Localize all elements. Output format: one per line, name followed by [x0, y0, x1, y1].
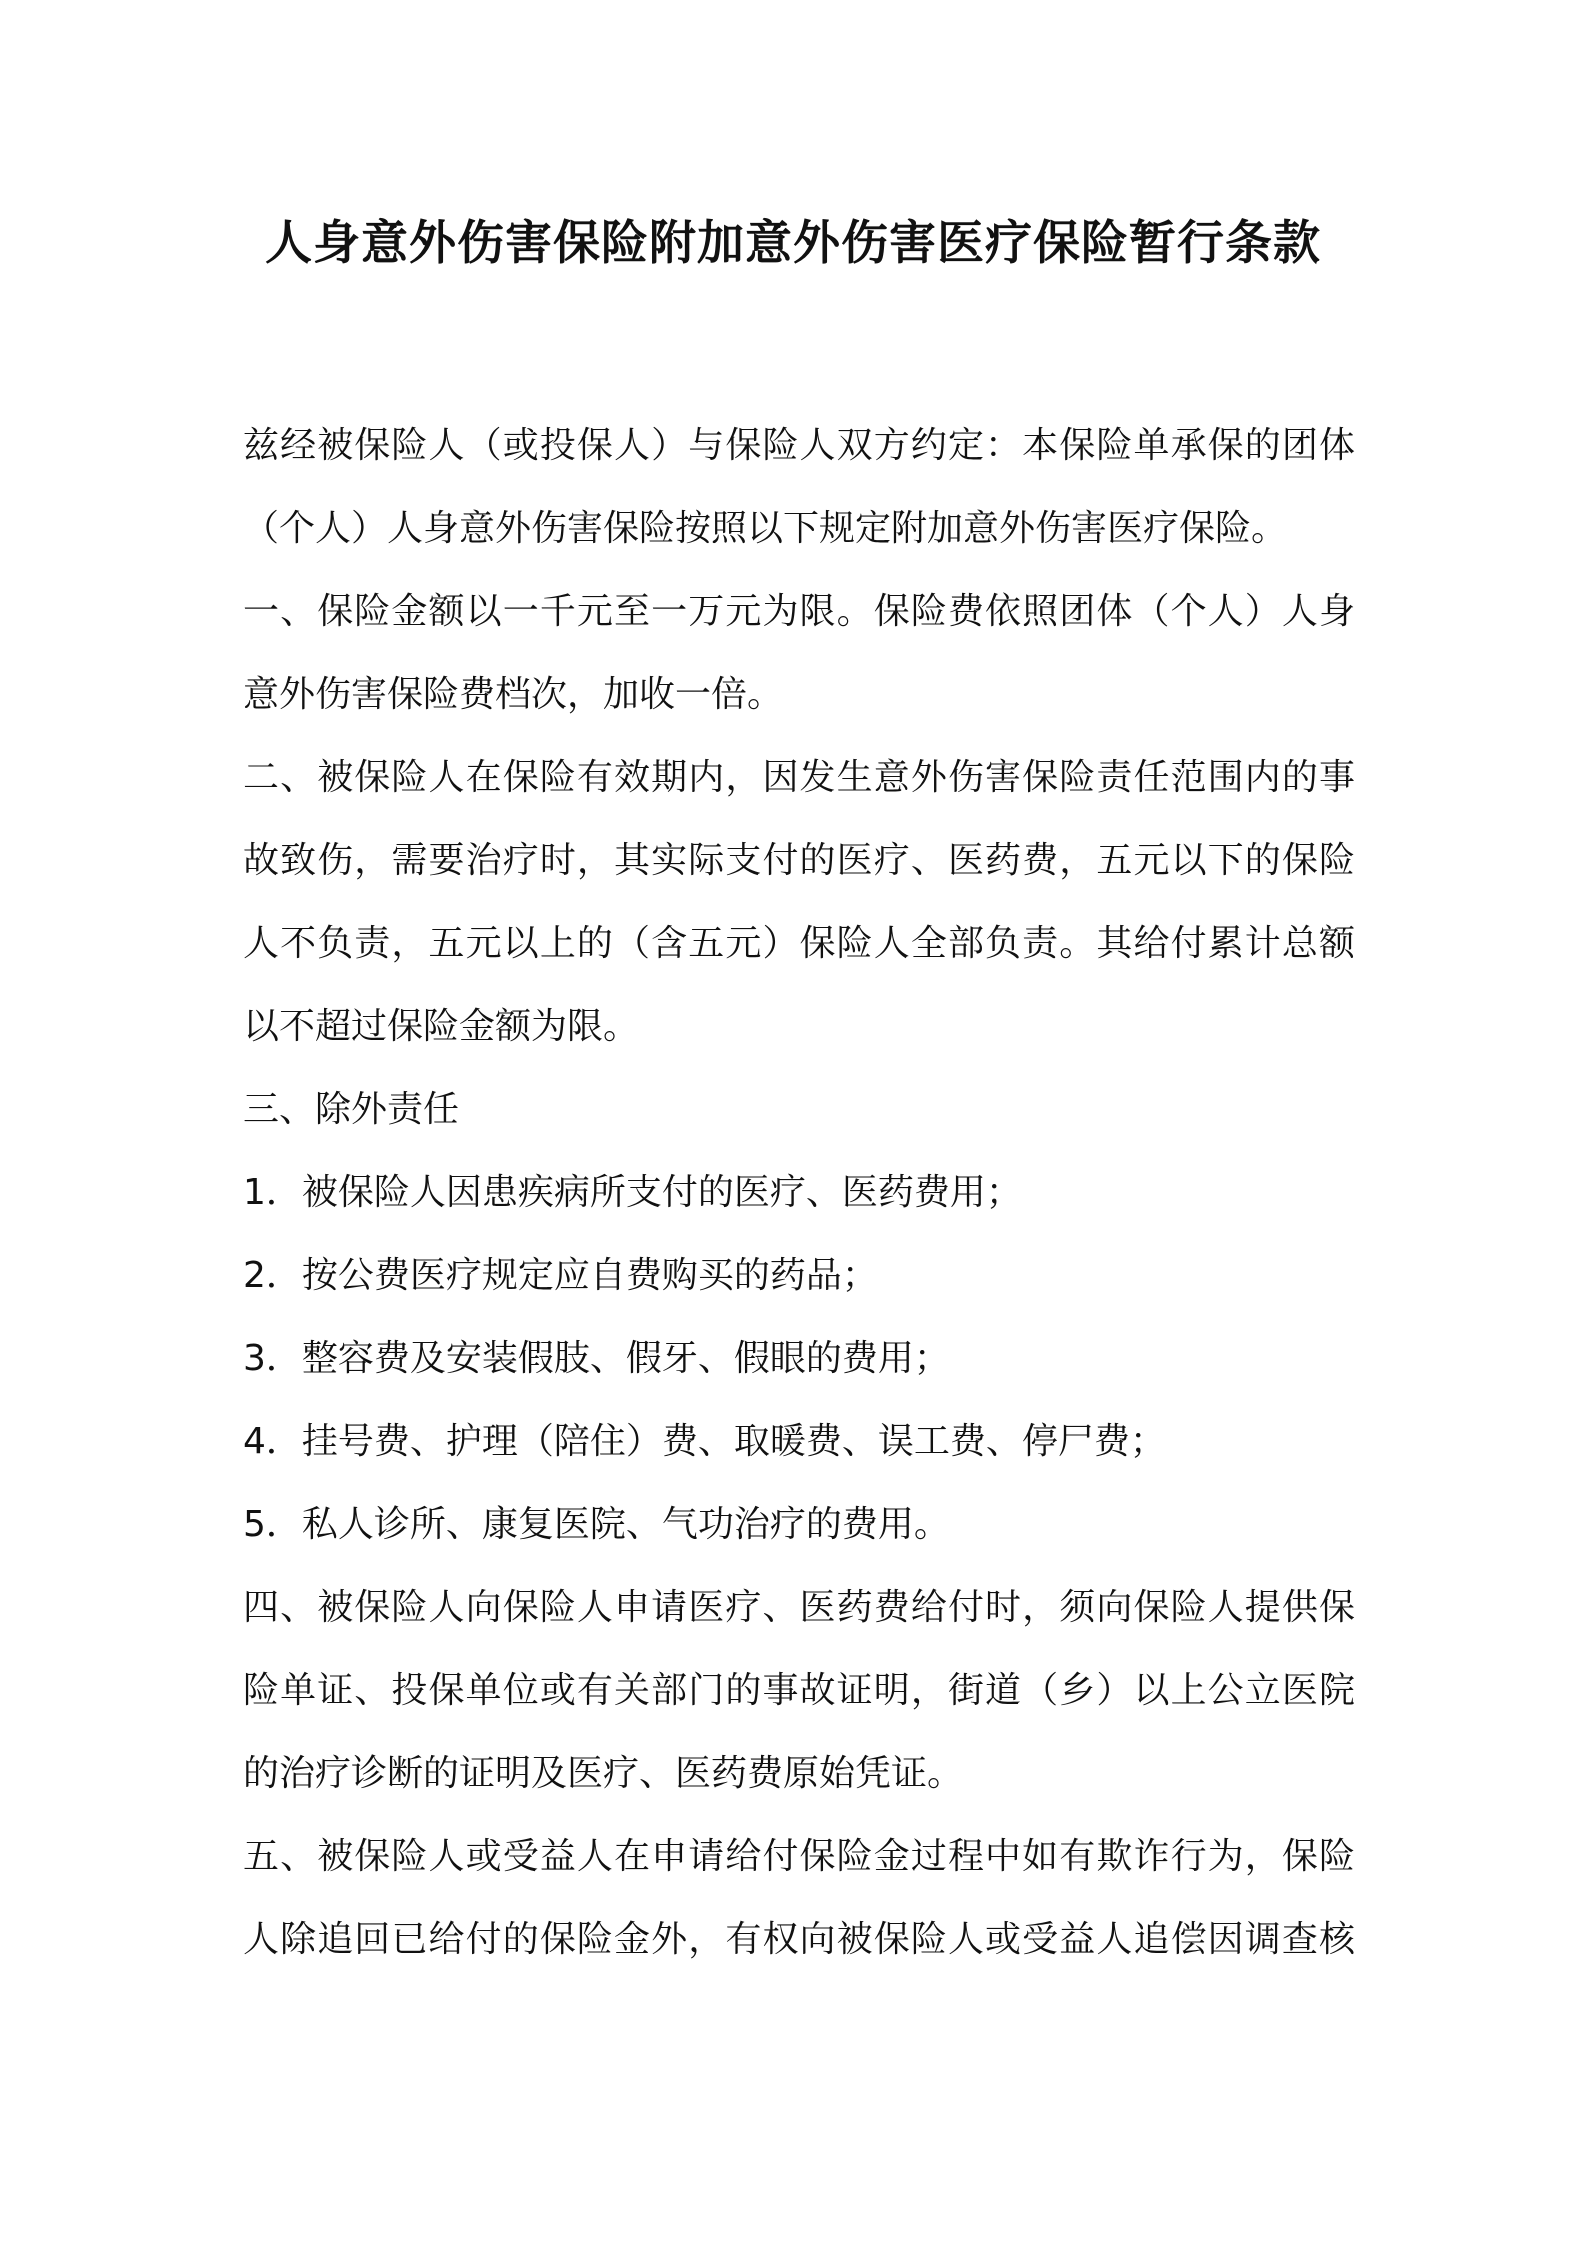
paragraph-line: 险单证、投保单位或有关部门的事故证明，街道（乡）以上公立医院 — [243, 1670, 1355, 1711]
paragraph-line: 兹经被保险人（或投保人）与保险人双方约定：本保险单承保的团体 — [243, 425, 1355, 466]
paragraph-line: 五、被保险人或受益人在申请给付保险金过程中如有欺诈行为，保险 — [243, 1836, 1355, 1877]
paragraph-line: 四、被保险人向保险人申请医疗、医药费给付时，须向保险人提供保 — [243, 1587, 1355, 1628]
paragraph-line: 的治疗诊断的证明及医疗、医药费原始凭证。 — [243, 1753, 964, 1794]
paragraph-line: 人除追回已给付的保险金外，有权向被保险人或受益人追偿因调查核 — [243, 1919, 1355, 1960]
paragraph-line: 1．被保险人因患疾病所支付的医疗、医药费用； — [243, 1172, 1022, 1213]
paragraph-line: 3．整容费及安装假肢、假牙、假眼的费用； — [243, 1338, 950, 1379]
document-body — [243, 404, 1355, 1981]
paragraph-line: 2．按公费医疗规定应自费购买的药品； — [243, 1255, 878, 1296]
paragraph-line: 故致伤，需要治疗时，其实际支付的医疗、医药费，五元以下的保险 — [243, 840, 1355, 881]
paragraph-line: 以不超过保险金额为限。 — [243, 1006, 640, 1047]
paragraph-line: 二、被保险人在保险有效期内，因发生意外伤害保险责任范围内的事 — [243, 757, 1355, 798]
paragraph-line: （个人）人身意外伤害保险按照以下规定附加意外伤害医疗保险。 — [243, 508, 1288, 549]
paragraph-line: 三、除外责任 — [243, 1089, 460, 1130]
document-title: 人身意外伤害保险附加意外伤害医疗保险暂行条款 — [265, 216, 1321, 271]
paragraph-line: 5．私人诊所、康复医院、气功治疗的费用。 — [243, 1504, 950, 1545]
paragraph-line: 人不负责，五元以上的（含五元）保险人全部负责。其给付累计总额 — [243, 923, 1355, 964]
paragraph-line: 意外伤害保险费档次，加收一倍。 — [243, 674, 784, 715]
paragraph-line: 一、保险金额以一千元至一万元为限。保险费依照团体（个人）人身 — [243, 591, 1355, 632]
paragraph-line: 4．挂号费、护理（陪住）费、取暖费、误工费、停尸费； — [243, 1421, 1166, 1462]
